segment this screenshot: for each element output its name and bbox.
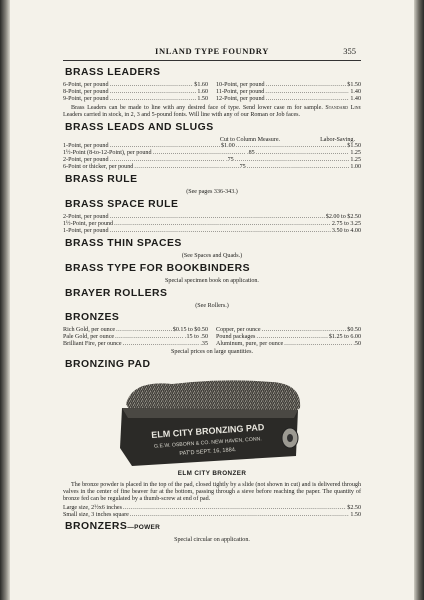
price-label: Aluminum, pure, per ounce: [216, 341, 284, 348]
price-value: $1.50: [347, 82, 361, 88]
price-value: $2.50: [347, 504, 361, 511]
leader-dots: [110, 228, 331, 235]
price-label: 2-Point, per pound: [63, 213, 109, 220]
illustration-caption: ELM CITY BRONZER: [177, 470, 247, 478]
price-value: $0.50: [347, 327, 361, 334]
book-gutter: [0, 0, 10, 600]
price-value: .50: [353, 341, 361, 348]
bronzes-prices: [63, 327, 361, 348]
brass-leaders-note: [63, 105, 361, 119]
table-row: [63, 150, 361, 157]
pad-engraving-line2: G.E.W. OSBORN & CO. NEW HAVEN, CONN.: [153, 436, 263, 450]
table-row: [63, 164, 361, 171]
price-value: 3.50 to 4.00: [331, 227, 361, 234]
price-row: [63, 214, 361, 221]
price-label: 12-Point, per pound: [216, 95, 265, 102]
leader-dots: [116, 327, 172, 334]
brass-space-rule-prices: [63, 214, 361, 235]
price-column-left: [63, 82, 208, 103]
price-cut: $1.00: [221, 143, 235, 150]
leader-dots: [114, 221, 331, 228]
price-row: [63, 221, 361, 228]
price-row: [216, 96, 361, 103]
price-row: [63, 334, 208, 341]
price-value: $1.60: [194, 82, 208, 88]
row-label: 2-Point, per pound: [63, 157, 109, 164]
price-row: [63, 341, 208, 348]
page-edge: [414, 0, 424, 600]
brass-leaders-prices: [63, 82, 361, 103]
section-note: Special specimen book on application.: [165, 277, 259, 284]
row-label: 6-Point or thicker, per pound: [63, 164, 134, 171]
leader-dots: [247, 164, 350, 171]
price-cut: .85: [247, 150, 255, 157]
leader-dots: [110, 214, 325, 221]
price-cut: .75: [226, 157, 234, 164]
price-value: 1.50: [197, 95, 208, 102]
section-note: Special prices on large quantities.: [171, 349, 253, 356]
price-label: Pale Gold, per ounce: [63, 334, 115, 341]
header-rule: [63, 60, 361, 61]
section-heading-brass-space-rule: BRASS SPACE RULE: [65, 198, 179, 210]
cross-reference: (See Rollers.): [195, 302, 229, 309]
leader-dots: [236, 143, 347, 150]
section-heading-brass-leads: BRASS LEADS AND SLUGS: [65, 121, 214, 133]
price-column-right: [216, 82, 361, 103]
price-row: [216, 334, 361, 341]
price-row: [216, 89, 361, 96]
note-small-caps: Standard Line: [325, 104, 361, 111]
price-label: 6-Point, per pound: [63, 82, 109, 88]
price-labor: 1.00: [350, 164, 361, 171]
leader-dots: [256, 150, 350, 157]
price-label: 8-Point, per pound: [63, 88, 109, 95]
price-label: 9-Point, per pound: [63, 95, 109, 102]
price-label: Pound packages: [216, 334, 256, 341]
column-header-cut: Cut to Column Measure.: [219, 136, 281, 143]
leader-dots: [110, 82, 194, 89]
price-value: .35: [200, 341, 208, 348]
leader-dots: [130, 512, 349, 519]
price-label: 1½-Point, per pound: [63, 220, 114, 227]
price-row: [63, 327, 208, 334]
section-note: Special circular on application.: [174, 537, 250, 544]
price-labor: 1.25: [350, 157, 361, 164]
leader-dots: [284, 341, 352, 348]
cross-reference: (See pages 336-343.): [186, 189, 238, 196]
price-value: 2.75 to 3.25: [331, 220, 361, 227]
thumb-screw-center: [287, 434, 293, 442]
section-heading-bronzers: [65, 521, 361, 534]
price-label: Small size, 3 inches square: [63, 511, 129, 518]
price-value: .15 to .50: [184, 334, 208, 341]
note-text: Brass Leaders can be made to line with any desired face of type. Send lower case m for sample.: [71, 104, 323, 111]
leader-dots: [110, 89, 197, 96]
price-value: 1.40: [350, 95, 361, 102]
price-row: [63, 89, 208, 96]
column-headers: [63, 137, 361, 144]
price-row: [63, 82, 208, 89]
price-row: [63, 228, 361, 235]
price-row: [63, 512, 361, 519]
leader-dots: [134, 164, 237, 171]
price-row: [63, 96, 208, 103]
price-labor: 1.25: [350, 150, 361, 157]
page-number: 355: [343, 46, 356, 56]
price-label: 11-Point, per pound: [216, 88, 265, 95]
running-header: [10, 44, 414, 58]
leader-dots: [235, 157, 350, 164]
price-value: 1.60: [197, 88, 208, 95]
price-label: 1-Point, per pound: [63, 227, 109, 234]
price-column-left: [63, 327, 208, 348]
price-label: 10-Point, per pound: [216, 82, 265, 88]
page-content: [63, 64, 361, 546]
price-value: $1.25 to 6.00: [328, 334, 361, 341]
pad-engraving-line1: ELM CITY BRONZING PAD: [150, 422, 265, 440]
leader-dots: [153, 150, 247, 157]
cross-reference: (See Spaces and Quads.): [181, 252, 243, 259]
heading-suffix: —POWER: [127, 524, 161, 532]
pad-engraving-line3: PAT'D SEPT. 16, 1884.: [179, 447, 237, 458]
table-row: [63, 157, 361, 164]
row-label: 1½-Point (8-to-12-Point), per pound: [63, 150, 152, 157]
section-heading-brass-thin-spaces: BRASS THIN SPACES: [65, 237, 182, 249]
section-heading-brayer-rollers: BRAYER ROLLERS: [65, 287, 168, 299]
section-heading-bronzes: BRONZES: [65, 312, 120, 324]
leader-dots: [265, 89, 349, 96]
section-heading-brass-type: BRASS TYPE FOR BOOKBINDERS: [65, 262, 251, 274]
row-label: 1-Point, per pound: [63, 143, 109, 150]
section-heading-brass-leaders: BRASS LEADERS: [65, 67, 161, 78]
leader-dots: [110, 157, 225, 164]
price-row: [63, 505, 361, 512]
price-row: [216, 341, 361, 348]
leader-dots: [266, 82, 347, 89]
leader-dots: [115, 334, 184, 341]
column-header-labor: Labor-Saving.: [320, 136, 355, 143]
price-label: Rich Gold, per ounce: [63, 327, 116, 334]
price-label: Brilliant Fire, per ounce: [63, 341, 122, 348]
price-value: 1.40: [350, 88, 361, 95]
price-value: $0.15 to $0.50: [172, 327, 208, 334]
price-label: Large size, 2½x6 inches: [63, 504, 122, 511]
price-value: $2.00 to $2.50: [325, 213, 361, 220]
brass-leads-table: [63, 143, 361, 171]
note-text: Leaders carried in stock, in 2, 3 and 5-pound fonts. Will line with any of our Roman or Job faces.: [63, 111, 301, 118]
section-heading-bronzing-pad: BRONZING PAD: [65, 359, 151, 371]
leader-dots: [266, 96, 350, 103]
price-label: Copper, per ounce: [216, 327, 261, 334]
bronzing-pad-illustration: [112, 374, 312, 470]
price-column-right: [216, 327, 361, 348]
running-title: INLAND TYPE FOUNDRY: [155, 46, 269, 56]
leader-dots: [110, 96, 197, 103]
bronzing-pad-description: The bronze powder is placed in the top of the pad, closed tightly by a slide (not shown in cut) and is delivered through valves in the center of fine beaver fur at the bottom, passing through a sieve before reaching the paper. The quantity of bronze fed can be regulated by a thumb-screw at end of pad.: [63, 481, 361, 502]
leader-dots: [123, 341, 200, 348]
price-row: [216, 82, 361, 89]
price-labor: $1.50: [347, 143, 361, 150]
price-cut: .75: [238, 164, 246, 171]
section-heading-brass-rule: BRASS RULE: [65, 174, 138, 186]
heading-text: BRONZERS: [65, 521, 128, 533]
bronzing-pad-prices: [63, 505, 361, 519]
price-value: 1.50: [350, 511, 361, 518]
catalog-page: [10, 0, 414, 600]
leader-dots: [256, 334, 327, 341]
leader-dots: [123, 505, 346, 512]
